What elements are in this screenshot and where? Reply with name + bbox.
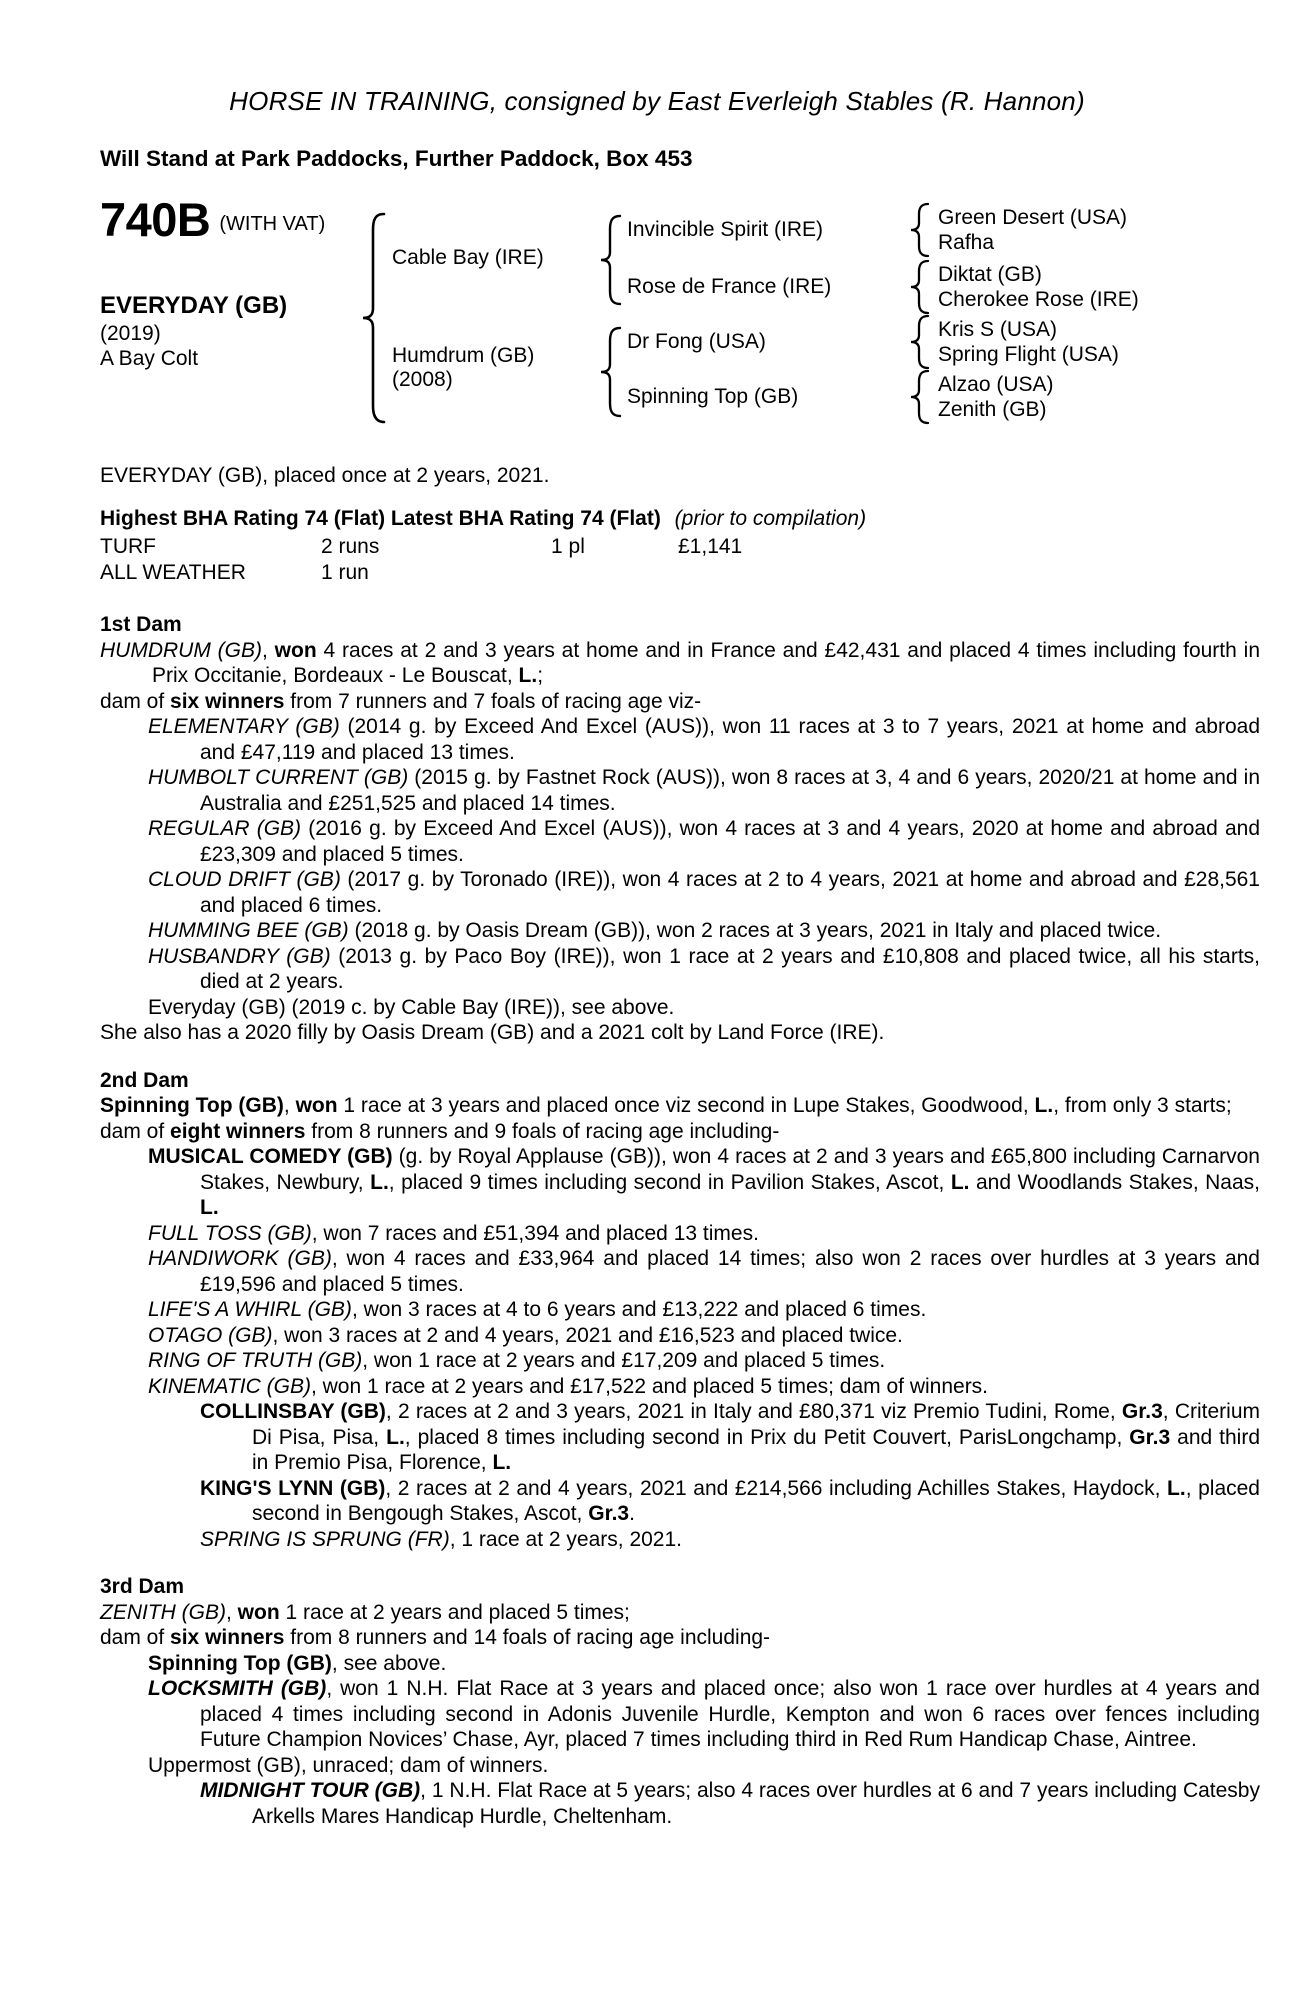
pedigree-text-paragraph — [148, 1374, 1260, 1400]
pedigree-text-paragraph — [148, 1297, 1260, 1323]
pedigree-text-paragraph — [100, 1625, 1260, 1651]
pedigree-brace — [908, 369, 930, 425]
text-run: L. — [492, 1451, 512, 1474]
surface-cell: TURF — [100, 535, 156, 558]
pedigree-gen3-name: Diktat (GB) — [938, 263, 1042, 286]
text-run: , 2 races at 2 and 4 years, 2021 and £214,566 including Achilles Stakes, Haydock, — [385, 1476, 1168, 1500]
text-run: , 1 race at 2 years, 2021. — [449, 1527, 682, 1551]
pedigree-text-paragraph — [148, 1221, 1260, 1247]
pedigree-text-paragraph — [200, 1778, 1260, 1829]
text-run: , from only 3 starts; — [1053, 1094, 1232, 1117]
text-run: L. — [370, 1170, 389, 1194]
text-run: COLLINSBAY (GB) — [200, 1400, 386, 1423]
pedigree-text-paragraph — [100, 1600, 1260, 1626]
pedigree-text-paragraph — [148, 1651, 1260, 1677]
text-run: She also has a 2020 filly by Oasis Dream (GB) and a 2021 colt by Land Force (IRE). — [100, 1021, 885, 1044]
text-run: Everyday (GB) (2019 c. by Cable Bay (IRE)), see above. — [148, 995, 675, 1019]
pedigree-gen3-name: Green Desert (USA) — [938, 206, 1128, 229]
pedigree-text-paragraph — [148, 765, 1260, 816]
text-run: (g. by Royal Applause (GB)), won 4 races at 2 and 3 years and £65,800 including Carnarvon Stakes, Newbury, — [200, 1145, 1260, 1194]
text-run: won — [237, 1600, 280, 1624]
text-run: Spinning Top (GB) — [148, 1651, 332, 1675]
pedigree-text-paragraph — [200, 1476, 1260, 1527]
text-run: , won 1 N.H. Flat Race at 3 years and placed once; also won 1 race over hurdles at 4 years and placed 4 times including second in Adonis Juvenile Hurdle, Kempton and won 6 races over fences including Future Champion Novices’ Chase, Ayr, placed 7 times including third in Red Rum Handicap Chase, Aintree. — [200, 1677, 1260, 1751]
pedigree-brace — [360, 212, 386, 424]
text-run: SPRING IS SPRUNG (FR) — [200, 1527, 450, 1551]
runs-cell: 1 run — [321, 561, 369, 584]
text-run: Spinning Top (GB) — [100, 1094, 284, 1117]
text-run: (2016 g. by Exceed And Excel (AUS)), won 4 races at 3 and 4 years, 2020 at home and abroad and £23,309 and placed 5 times. — [200, 817, 1260, 866]
pedigree-dam-year: (2008) — [392, 368, 453, 391]
pedigree-brace — [908, 314, 930, 370]
race-record-table — [100, 535, 878, 587]
text-run: LIFE'S A WHIRL (GB) — [148, 1298, 352, 1321]
lot-header-block — [0, 0, 1314, 600]
pedigree-gen3-name: Rafha — [938, 231, 995, 254]
text-run: KING'S LYNN (GB) — [200, 1476, 386, 1500]
surface-cell: ALL WEATHER — [100, 561, 246, 584]
text-run: , — [283, 1094, 296, 1117]
text-run: Uppermost (GB), unraced; dam of winners. — [148, 1753, 549, 1777]
horse-name: EVERYDAY (GB) — [100, 292, 288, 319]
text-run: FULL TOSS (GB) — [148, 1221, 312, 1245]
pedigree-text-paragraph — [148, 1144, 1260, 1221]
text-run: (2017 g. by Toronado (IRE)), won 4 races at 2 to 4 years, 2021 at home and abroad and £28,561 and placed 6 times. — [200, 868, 1260, 917]
pedigree-text-paragraph — [148, 1323, 1260, 1349]
pedigree-gen3-name: Cherokee Rose (IRE) — [938, 288, 1139, 311]
text-run: from 8 runners and 9 foals of racing age including- — [305, 1119, 780, 1143]
pedigree-text-paragraph — [148, 714, 1260, 765]
pedigree-text-paragraph — [148, 1348, 1260, 1374]
pedigree-text-paragraph — [148, 1246, 1260, 1297]
text-run: (2014 g. by Exceed And Excel (AUS)), won 11 races at 3 to 7 years, 2021 at home and abroad and £47,119 and placed 13 times. — [200, 715, 1260, 764]
text-run: . — [629, 1502, 635, 1525]
pedigree-text-paragraph — [148, 944, 1260, 995]
pedigree-sire-sire: Invincible Spirit (IRE) — [627, 218, 824, 241]
text-run: , — [261, 638, 275, 662]
text-run: six winners — [170, 689, 285, 713]
pedigree-text-paragraph — [100, 1093, 1260, 1119]
text-run: , won 1 race at 2 years and £17,209 and placed 5 times. — [362, 1349, 886, 1372]
text-run: , Criterium Di Pisa, Pisa, — [252, 1400, 1261, 1449]
text-run: , placed second in Bengough Stakes, Ascot, — [252, 1476, 1260, 1525]
text-run: RING OF TRUTH (GB) — [148, 1349, 363, 1372]
text-run: ; — [537, 664, 544, 687]
text-run: HUMMING BEE (GB) — [148, 919, 349, 942]
foaling-year: (2019) — [100, 322, 161, 345]
dam-section-heading: 1st Dam — [100, 613, 182, 636]
pedigree-sire-dam: Rose de France (IRE) — [627, 275, 832, 298]
text-run: from 8 runners and 14 foals of racing age including- — [284, 1626, 771, 1649]
text-run: LOCKSMITH (GB) — [148, 1677, 327, 1700]
text-run: , — [226, 1600, 238, 1624]
text-run: six winners — [170, 1626, 285, 1649]
pedigree-dam-dam: Spinning Top (GB) — [627, 385, 799, 408]
pedigree-brace — [908, 202, 930, 258]
pedigree-gen3-name: Spring Flight (USA) — [938, 343, 1119, 366]
text-run: won — [274, 638, 317, 662]
pedigree-text-paragraph — [100, 1119, 1260, 1145]
bha-rating-note: (prior to compilation) — [674, 507, 867, 530]
text-run: L. — [386, 1425, 405, 1449]
text-run: dam of — [100, 1626, 171, 1649]
dam-section-heading: 3rd Dam — [100, 1575, 185, 1598]
text-run: OTAGO (GB) — [148, 1323, 273, 1347]
consignor-header: HORSE IN TRAINING, consigned by East Everleigh Stables (R. Hannon) — [229, 86, 1085, 116]
dam-section-heading: 2nd Dam — [100, 1068, 189, 1092]
vat-note: (WITH VAT) — [219, 213, 326, 235]
text-run: MUSICAL COMEDY (GB) — [148, 1145, 393, 1168]
text-run: HUMDRUM (GB) — [100, 638, 262, 662]
text-run: ELEMENTARY (GB) — [148, 715, 340, 738]
pedigree-dam-name: Humdrum (GB) — [392, 344, 535, 367]
text-run: , 2 races at 2 and 3 years, 2021 in Italy and £80,371 viz Premio Tudini, Rome, — [385, 1400, 1122, 1423]
pedigree-brace — [598, 214, 622, 306]
earnings-cell — [678, 561, 878, 587]
text-run: eight winners — [170, 1119, 306, 1143]
pedigree-text-paragraph — [148, 1753, 1260, 1779]
text-run: L. — [518, 664, 538, 687]
text-run: Gr.3 — [588, 1502, 630, 1525]
text-run: dam of — [100, 689, 171, 713]
pedigree-text-paragraph — [200, 1527, 1260, 1553]
text-run: dam of — [100, 1119, 171, 1143]
text-run: L. — [1167, 1476, 1186, 1500]
race-record-summary: EVERYDAY (GB), placed once at 2 years, 2021. — [100, 464, 550, 487]
text-run: HUSBANDRY (GB) — [148, 944, 331, 968]
text-run: and Woodlands Stakes, Naas, — [969, 1170, 1261, 1194]
pedigree-text-paragraph — [100, 1020, 1260, 1046]
text-run: L. — [1034, 1094, 1054, 1117]
text-run: HANDIWORK (GB) — [148, 1247, 332, 1270]
text-run: , won 7 races and £51,394 and placed 13 times. — [311, 1221, 759, 1245]
text-run: Gr.3 — [1129, 1425, 1171, 1449]
text-run: 1 race at 2 years and placed 5 times; — [279, 1600, 630, 1624]
runs-cell: 2 runs — [321, 535, 380, 558]
places-cell — [551, 561, 678, 587]
text-run: 1 race at 3 years and placed once viz second in Lupe Stakes, Goodwood, — [337, 1094, 1035, 1117]
text-run: CLOUD DRIFT (GB) — [148, 868, 341, 891]
pedigree-brace — [598, 326, 622, 418]
text-run: (2018 g. by Oasis Dream (GB)), won 2 races at 3 years, 2021 in Italy and placed twice. — [348, 919, 1162, 942]
stand-location-line: Will Stand at Park Paddocks, Further Paddock, Box 453 — [100, 146, 693, 171]
text-run: , won 3 races at 2 and 4 years, 2021 and £16,523 and placed twice. — [272, 1323, 903, 1347]
text-run: , placed 8 times including second in Prix du Petit Couvert, ParisLongchamp, — [404, 1425, 1130, 1449]
pedigree-text-paragraph — [100, 689, 1260, 715]
bha-rating-values: Highest BHA Rating 74 (Flat) Latest BHA Rating 74 (Flat) — [100, 507, 661, 530]
text-run: won — [295, 1094, 338, 1117]
pedigree-sire: Cable Bay (IRE) — [392, 246, 544, 269]
text-run: Gr.3 — [1121, 1400, 1163, 1423]
text-run: , placed 9 times including second in Pavilion Stakes, Ascot, — [388, 1170, 951, 1194]
pedigree-text-paragraph — [148, 816, 1260, 867]
text-run: HUMBOLT CURRENT (GB) — [148, 766, 409, 789]
text-run: , see above. — [331, 1651, 447, 1675]
pedigree-text-paragraph — [148, 867, 1260, 918]
text-run: 4 races at 2 and 3 years at home and in France and £42,431 and placed 4 times including fourth in Prix Occitanie, Bordeaux - Le Bouscat, — [152, 638, 1261, 687]
text-run: L. — [200, 1196, 219, 1219]
pedigree-dam — [392, 344, 534, 392]
text-run: , 1 N.H. Flat Race at 5 years; also 4 races over hurdles at 6 and 7 years including Catesby Arkells Mares Handicap Hurdle, Cheltenham. — [252, 1779, 1260, 1828]
pedigree-gen3-name: Kris S (USA) — [938, 318, 1058, 341]
text-run: REGULAR (GB) — [148, 817, 302, 840]
bha-rating-line — [100, 507, 866, 531]
horse-description: A Bay Colt — [100, 347, 199, 370]
text-run: , won 1 race at 2 years and £17,522 and placed 5 times; dam of winners. — [310, 1374, 989, 1398]
pedigree-text-paragraph — [100, 638, 1260, 689]
text-run: MIDNIGHT TOUR (GB) — [200, 1779, 421, 1802]
text-run: and third in Premio Pisa, Florence, — [252, 1425, 1261, 1474]
pedigree-gen3-name: Zenith (GB) — [938, 398, 1047, 421]
pedigree-gen3-name: Alzao (USA) — [938, 373, 1054, 396]
pedigree-text-paragraph — [148, 918, 1260, 944]
text-run: from 7 runners and 7 foals of racing age viz- — [284, 689, 702, 713]
text-run: ZENITH (GB) — [100, 1600, 226, 1624]
text-run: (2013 g. by Paco Boy (IRE)), won 1 race at 2 years and £10,808 and placed twice, all his starts, died at 2 years. — [200, 944, 1261, 993]
pedigree-text-paragraph — [148, 995, 1260, 1021]
dam-sections — [100, 612, 1260, 1829]
text-run: , won 4 races and £33,964 and placed 14 times; also won 2 races over hurdles at 3 years and £19,596 and placed 5 times. — [200, 1247, 1260, 1296]
text-run: , won 3 races at 4 to 6 years and £13,222 and placed 6 times. — [351, 1298, 927, 1321]
lot-number: 740B — [100, 193, 211, 246]
text-run: KINEMATIC (GB) — [148, 1374, 311, 1398]
text-run: (2015 g. by Fastnet Rock (AUS)), won 8 races at 3, 4 and 6 years, 2020/21 at home and in Australia and £251,525 and placed 14 times. — [200, 766, 1261, 815]
earnings-cell: £1,141 — [678, 535, 743, 558]
lot-number-line — [100, 192, 325, 247]
text-run: L. — [950, 1170, 970, 1194]
pedigree-text-paragraph — [200, 1399, 1260, 1476]
pedigree-dam-sire: Dr Fong (USA) — [627, 330, 766, 353]
pedigree-brace — [908, 259, 930, 315]
pedigree-text-paragraph — [148, 1676, 1260, 1753]
places-cell: 1 pl — [551, 535, 585, 558]
